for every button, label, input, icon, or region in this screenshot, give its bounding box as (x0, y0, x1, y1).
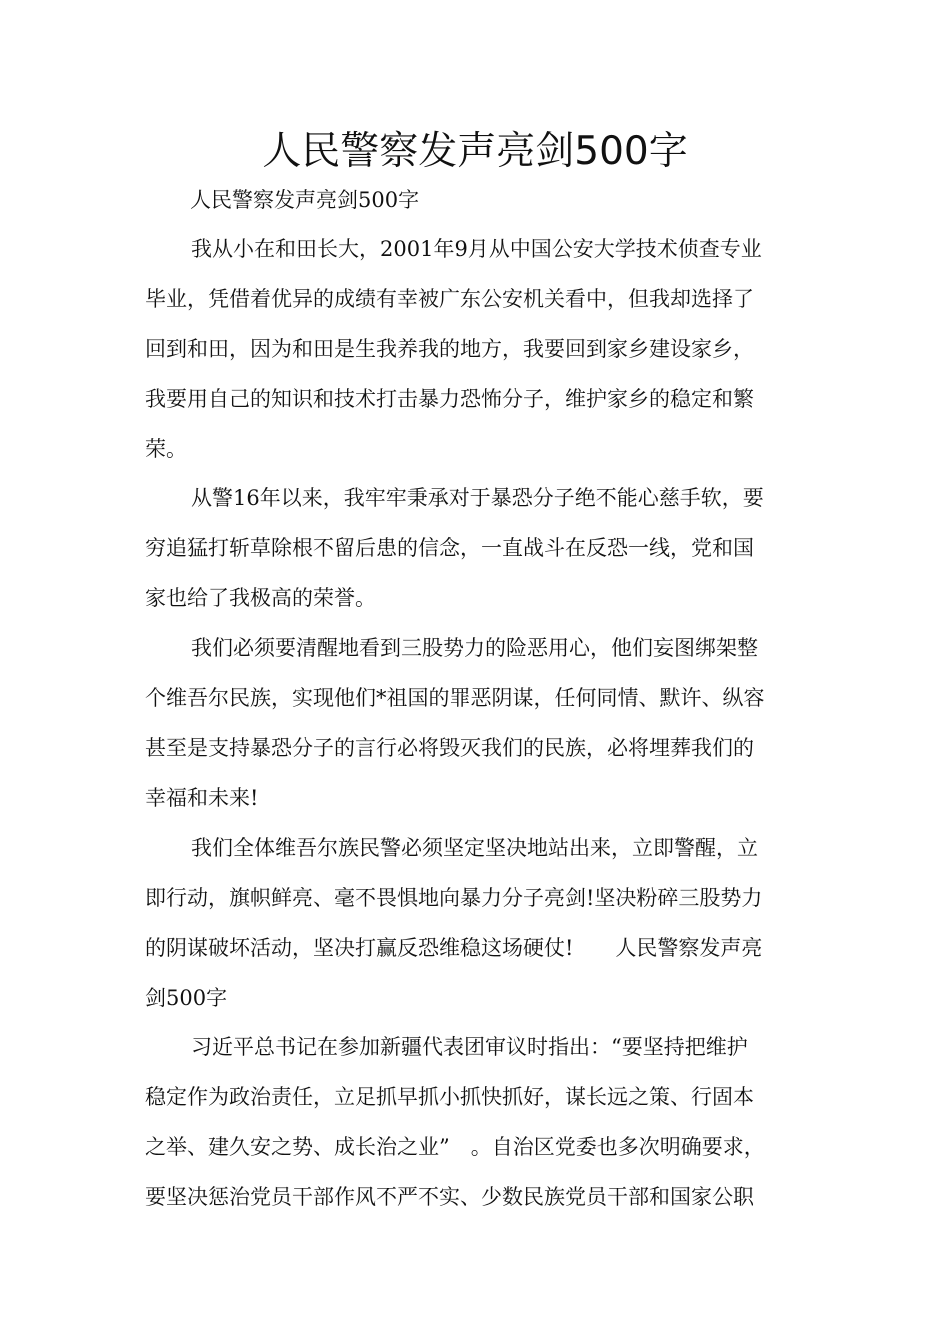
paragraph-line: 我从小在和田长大，2001年9月从中国公安大学技术侦查专业 (191, 237, 762, 261)
paragraph-line: 之举、建久安之势、成长治之业” 。自治区党委也多次明确要求， (145, 1135, 765, 1159)
paragraph-line: 甚至是支持暴恐分子的言行必将毁灭我们的民族，必将埋葬我们的 (145, 736, 754, 760)
paragraph-line: 幸福和未来! (145, 786, 259, 810)
paragraph-line: 家也给了我极高的荣誉。 (145, 586, 376, 610)
paragraph-line: 的阴谋破坏活动，坚决打赢反恐维稳这场硬仗! 人民警察发声亮 (145, 936, 763, 960)
paragraph-line: 个维吾尔民族，实现他们*祖国的罪恶阴谋，任何同情、默许、纵容 (145, 686, 765, 710)
paragraph-2 (145, 473, 835, 623)
paragraph-line: 习近平总书记在参加新疆代表团审议时指出：“要坚持把维护 (191, 1035, 748, 1059)
paragraph-line: 荣。 (145, 437, 187, 461)
paragraph-4 (145, 823, 835, 1023)
paragraph-line: 剑500字 (145, 986, 228, 1010)
paragraph-line: 我们全体维吾尔族民警必须坚定坚决地站出来，立即警醒，立 (191, 836, 758, 860)
paragraph-line: 即行动，旗帜鲜亮、毫不畏惧地向暴力分子亮剑!坚决粉碎三股势力 (145, 886, 763, 910)
paragraph-line: 穷追猛打斩草除根不留后患的信念，一直战斗在反恐一线，党和国 (145, 536, 754, 560)
paragraph-line: 稳定作为政治责任，立足抓早抓小抓快抓好，谋长远之策、行固本 (145, 1085, 754, 1109)
document-title: 人民警察发声亮剑500字 (262, 129, 688, 174)
paragraph-3 (145, 623, 835, 823)
paragraph-line: 要坚决惩治党员干部作风不严不实、少数民族党员干部和国家公职 (145, 1185, 754, 1209)
paragraph-line: 我们必须要清醒地看到三股势力的险恶用心，他们妄图绑架整 (191, 636, 758, 660)
paragraph-line: 回到和田，因为和田是生我养我的地方，我要回到家乡建设家乡， (145, 337, 754, 361)
paragraph-5 (145, 1022, 835, 1222)
paragraph-line: 我要用自己的知识和技术打击暴力恐怖分子，维护家乡的稳定和繁 (145, 387, 754, 411)
paragraph-1 (145, 224, 835, 474)
document-subtitle: 人民警察发声亮剑500字 (190, 188, 420, 212)
paragraph-line: 从警16年以来，我牢牢秉承对于暴恐分子绝不能心慈手软，要 (191, 486, 764, 510)
paragraph-line: 毕业，凭借着优异的成绩有幸被广东公安机关看中，但我却选择了 (145, 287, 754, 311)
